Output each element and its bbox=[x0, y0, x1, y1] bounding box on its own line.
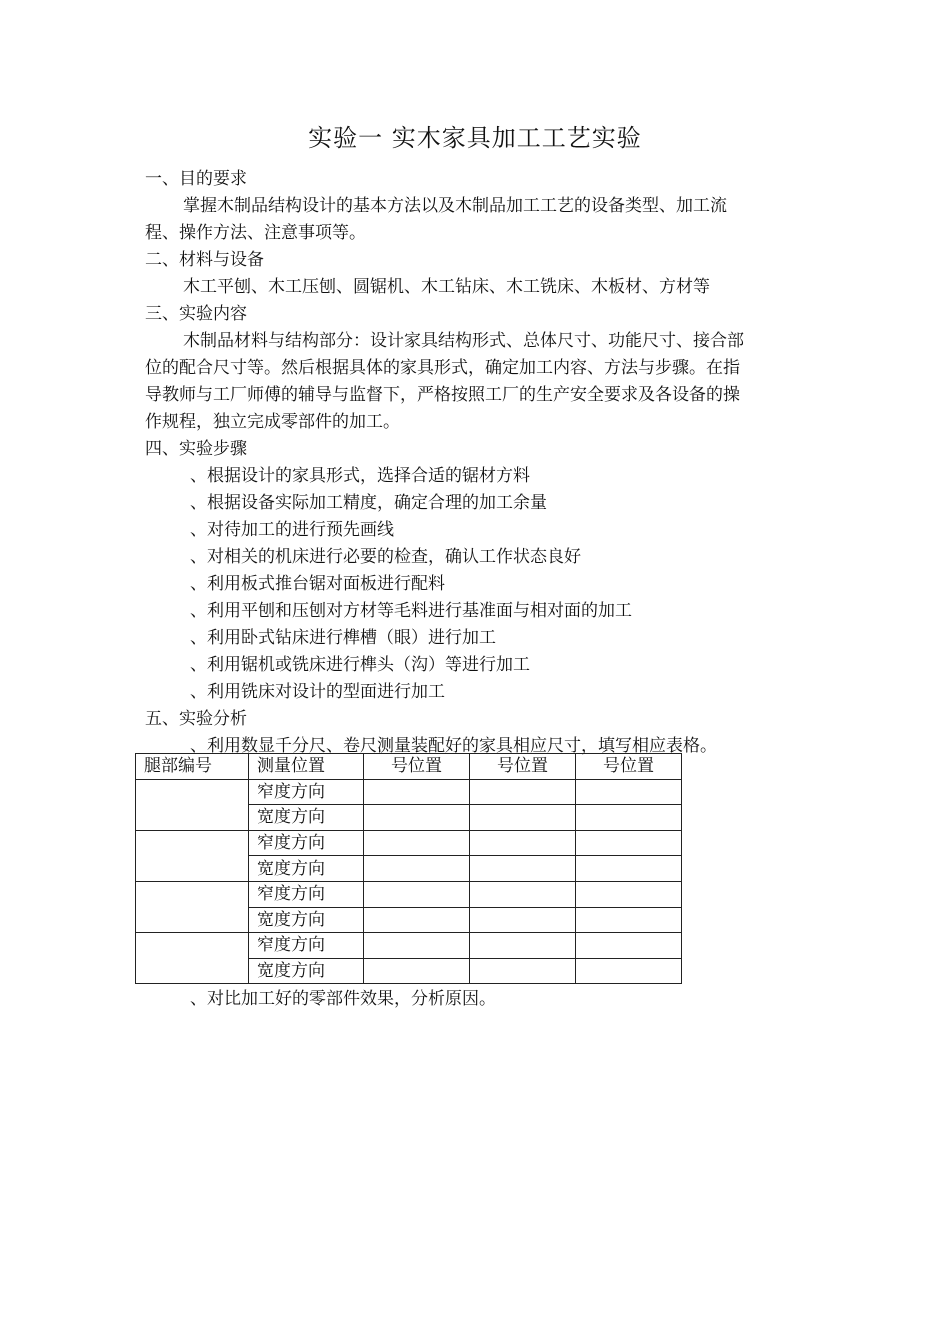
paragraph-line: 掌握木制品结构设计的基本方法以及木制品加工工艺的设备类型、加工流 bbox=[183, 196, 727, 216]
table-row bbox=[136, 830, 682, 856]
table-cell-empty bbox=[470, 805, 576, 831]
table-cell-empty bbox=[576, 881, 682, 907]
step-item: 、利用卧式钻床进行榫槽（眼）进行加工 bbox=[190, 628, 496, 648]
paragraph-line: 位的配合尺寸等。然后根据具体的家具形式，确定加工内容、方法与步骤。在指 bbox=[145, 358, 740, 378]
paragraph-line: 、对比加工好的零部件效果，分析原因。 bbox=[190, 989, 496, 1009]
table-cell: 窄度方向 bbox=[249, 881, 364, 907]
table-cell: 宽度方向 bbox=[249, 958, 364, 984]
table-cell-empty bbox=[576, 907, 682, 933]
table-cell-empty bbox=[470, 958, 576, 984]
step-item: 、根据设备实际加工精度，确定合理的加工余量 bbox=[190, 493, 547, 513]
step-item: 、对相关的机床进行必要的检查，确认工作状态良好 bbox=[190, 547, 581, 567]
table-header-cell: 测量位置 bbox=[249, 754, 364, 780]
table-cell-empty bbox=[364, 958, 470, 984]
section-heading-3: 三、实验内容 bbox=[145, 304, 247, 324]
table-cell-empty bbox=[364, 830, 470, 856]
section-heading-2: 二、材料与设备 bbox=[145, 250, 264, 270]
table-header-cell: 号位置 bbox=[364, 754, 470, 780]
paragraph-line: 木制品材料与结构部分：设计家具结构形式、总体尺寸、功能尺寸、接合部 bbox=[183, 331, 744, 351]
paragraph-line: 木工平刨、木工压刨、圆锯机、木工钻床、木工铣床、木板材、方材等 bbox=[183, 277, 710, 297]
table-header-cell: 腿部编号 bbox=[136, 754, 249, 780]
table-cell-empty bbox=[576, 779, 682, 805]
paragraph-line: 程、操作方法、注意事项等。 bbox=[145, 223, 366, 243]
paragraph-line: 作规程，独立完成零部件的加工。 bbox=[145, 412, 400, 432]
step-item: 、根据设计的家具形式，选择合适的锯材方料 bbox=[190, 466, 530, 486]
table-cell: 宽度方向 bbox=[249, 907, 364, 933]
table-cell-empty bbox=[576, 805, 682, 831]
table-cell-empty bbox=[136, 933, 249, 984]
table-row bbox=[136, 933, 682, 959]
table-cell-empty bbox=[576, 933, 682, 959]
table-cell-empty bbox=[470, 881, 576, 907]
table-cell-empty bbox=[576, 830, 682, 856]
table-cell-empty bbox=[470, 779, 576, 805]
table-cell-empty bbox=[136, 830, 249, 881]
table-cell-empty bbox=[364, 881, 470, 907]
table-cell: 窄度方向 bbox=[249, 830, 364, 856]
table-cell: 窄度方向 bbox=[249, 933, 364, 959]
table-cell-empty bbox=[364, 779, 470, 805]
paragraph-line: 、利用数显千分尺、卷尺测量装配好的家具相应尺寸，填写相应表格。 bbox=[190, 736, 717, 756]
paragraph-line: 导教师与工厂师傅的辅导与监督下，严格按照工厂的生产安全要求及各设备的操 bbox=[145, 385, 740, 405]
table-cell: 窄度方向 bbox=[249, 779, 364, 805]
table-cell-empty bbox=[470, 907, 576, 933]
table-row bbox=[136, 881, 682, 907]
step-item: 、利用平刨和压刨对方材等毛料进行基准面与相对面的加工 bbox=[190, 601, 632, 621]
table-cell-empty bbox=[470, 933, 576, 959]
step-item: 、利用锯机或铣床进行榫头（沟）等进行加工 bbox=[190, 655, 530, 675]
section-heading-4: 四、实验步骤 bbox=[145, 439, 247, 459]
table-cell-empty bbox=[364, 907, 470, 933]
table-cell-empty bbox=[364, 805, 470, 831]
table-header-row bbox=[136, 754, 682, 780]
table-cell: 宽度方向 bbox=[249, 805, 364, 831]
section-heading-1: 一、目的要求 bbox=[145, 169, 247, 189]
table-cell-empty bbox=[364, 856, 470, 882]
table-cell-empty bbox=[576, 958, 682, 984]
table-cell-empty bbox=[470, 830, 576, 856]
section-heading-5: 五、实验分析 bbox=[145, 709, 247, 729]
table-header-cell: 号位置 bbox=[576, 754, 682, 780]
step-item: 、利用铣床对设计的型面进行加工 bbox=[190, 682, 445, 702]
table-row bbox=[136, 779, 682, 805]
step-item: 、对待加工的进行预先画线 bbox=[190, 520, 394, 540]
measurement-table bbox=[135, 753, 682, 984]
page-title: 实验一 实木家具加工工艺实验 bbox=[308, 124, 642, 152]
table-cell-empty bbox=[364, 933, 470, 959]
step-item: 、利用板式推台锯对面板进行配料 bbox=[190, 574, 445, 594]
table-cell-empty bbox=[136, 881, 249, 932]
table-cell-empty bbox=[470, 856, 576, 882]
table-cell-empty bbox=[576, 856, 682, 882]
table-header-cell: 号位置 bbox=[470, 754, 576, 780]
table-cell: 宽度方向 bbox=[249, 856, 364, 882]
table-cell-empty bbox=[136, 779, 249, 830]
